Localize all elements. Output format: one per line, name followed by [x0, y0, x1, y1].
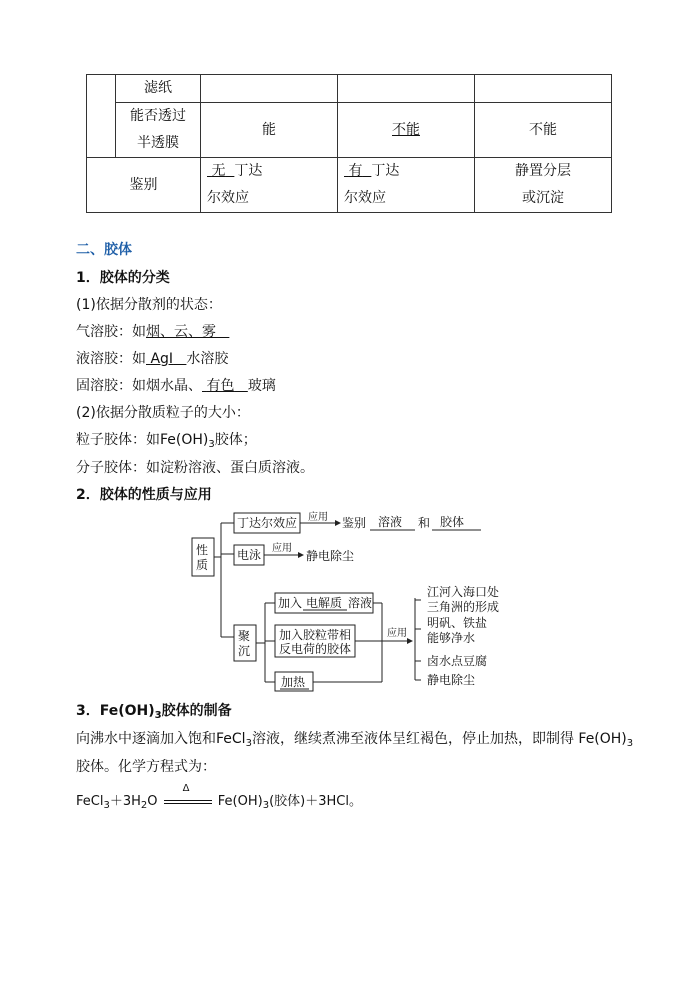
cell-text: 尔效应: [207, 190, 249, 206]
blank-text: 胶体: [440, 515, 465, 529]
fill-blank: [207, 163, 234, 179]
table-cell: [338, 75, 475, 103]
coagulation-label: 沉: [238, 644, 251, 658]
text: FeCl: [76, 794, 104, 809]
chemical-equation: [76, 782, 362, 811]
table-row: [87, 75, 612, 103]
paragraph-solidsol: [76, 375, 276, 395]
tyndall-label: 丁达尔效应: [237, 516, 298, 530]
table-cell: [87, 75, 116, 158]
table-cell: [116, 75, 201, 103]
arrow-head: [407, 638, 413, 644]
root-label: 性: [196, 543, 209, 557]
table-row: [87, 103, 612, 158]
row-label: 滤纸: [144, 80, 172, 96]
blank-text: 电解质: [306, 596, 343, 610]
text: 胶体；: [214, 432, 257, 448]
electrophoresis-label: 电泳: [237, 548, 262, 562]
blank-text: 无: [211, 163, 226, 179]
subscript: 3: [262, 800, 270, 811]
subscript: 2: [140, 800, 148, 811]
paragraph-aerosol: [76, 321, 229, 341]
root-label: 质: [196, 558, 209, 572]
table-cell: [338, 158, 475, 213]
coag-method-text: 加入: [278, 596, 303, 610]
subsection-title: 2．胶体的性质与应用: [76, 487, 212, 503]
row-label: 鉴别: [129, 176, 158, 193]
paragraph: (2)依据分散质粒子的大小：: [76, 405, 250, 421]
apply-label: 应用: [272, 543, 292, 554]
paragraph-preparation: [76, 728, 633, 748]
subscript: 3: [245, 738, 252, 749]
section-heading: 二、胶体: [76, 242, 132, 258]
subsection-title: 1．胶体的分类: [76, 270, 170, 286]
text: 固溶胶：如烟水晶、: [76, 378, 202, 394]
blank-text: 有色: [206, 378, 235, 394]
fill-blank: [146, 351, 186, 367]
blank-text: 烟、云、雾: [146, 324, 216, 340]
cell-text: 静置分层: [515, 163, 571, 179]
row-label: 能否透过: [130, 108, 186, 124]
table-cell: [338, 103, 475, 158]
blank-text: 溶液: [378, 515, 403, 529]
table-cell: [201, 75, 338, 103]
application-text: 静电除尘: [427, 673, 476, 687]
table-cell: [87, 158, 201, 213]
and-label: 和: [418, 516, 431, 530]
cell-value: 不能: [392, 121, 420, 138]
text: 3．Fe(OH): [76, 703, 155, 719]
text: 向沸水中逐滴加入饱和FeCl: [76, 731, 246, 747]
equals-line: [164, 803, 212, 804]
colloid-properties-diagram: [185, 504, 515, 694]
table-cell: [201, 158, 338, 213]
text: ＋3H: [109, 794, 141, 809]
apply-label: 应用: [308, 512, 328, 523]
subscript: 3: [103, 800, 110, 811]
coagulation-label: 聚: [238, 629, 251, 643]
table-cell: [116, 103, 201, 158]
table-cell: [475, 75, 612, 103]
arrow-head: [298, 552, 304, 558]
paragraph-liquisol: [76, 348, 228, 368]
table-cell: [475, 158, 612, 213]
application-text: 能够净水: [427, 631, 476, 645]
application-text: 江河入海口处: [427, 585, 500, 599]
fill-blank: [146, 324, 229, 340]
subscript: 3: [154, 710, 162, 721]
text: 水溶胶: [186, 351, 229, 367]
table-cell: [201, 103, 338, 158]
cell-text: 丁达: [371, 163, 400, 179]
text: 气溶胶：如: [76, 324, 146, 340]
text: 液溶胶：如: [76, 351, 146, 367]
paragraph: 胶体。化学方程式为：: [76, 759, 216, 775]
blank-text: 有: [348, 163, 363, 179]
subscript: 3: [208, 439, 215, 450]
subscript: 3: [626, 738, 634, 749]
blank-text: AgI: [150, 351, 174, 367]
text: 胶体的制备: [161, 703, 232, 719]
cell-text: 或沉淀: [522, 190, 564, 206]
equals-line: [164, 800, 212, 801]
fill-blank: [202, 378, 248, 394]
application-text: 明矾、铁盐: [427, 616, 488, 630]
apply-label: 应用: [387, 628, 407, 639]
arrow-head: [335, 520, 341, 526]
text: (胶体)＋3HCl。: [269, 794, 362, 809]
application-text: 卤水点豆腐: [427, 654, 488, 668]
cell-text: 丁达: [234, 163, 263, 179]
row-label: 半透膜: [137, 135, 179, 151]
table-cell: [475, 103, 612, 158]
coag-method-text: 反电荷的胶体: [279, 642, 352, 656]
text: 玻璃: [247, 378, 276, 394]
cell-text: 尔效应: [344, 190, 386, 206]
equation-condition: [162, 782, 214, 809]
paragraph: (1)依据分散剂的状态：: [76, 297, 222, 313]
paragraph-particle-colloid: [76, 429, 257, 449]
fill-blank: [344, 163, 371, 179]
paragraph: 分子胶体：如淀粉溶液、蛋白质溶液。: [76, 460, 314, 476]
cell-value: 能: [262, 121, 276, 138]
subsection-title-fe-oh3: [76, 700, 232, 720]
text: Fe(OH): [217, 794, 263, 809]
dust-label: 静电除尘: [306, 549, 355, 563]
table-row: [87, 158, 612, 213]
identify-label: 鉴别: [342, 516, 367, 530]
text: 溶液，继续煮沸至液体呈红褐色，停止加热，即制得 Fe(OH): [251, 731, 627, 747]
text: 粒子胶体：如Fe(OH): [76, 432, 209, 448]
blank-text: 加热: [281, 675, 306, 689]
coag-method-text: 加入胶粒带相: [279, 628, 352, 642]
heat-symbol: Δ: [182, 782, 190, 794]
text: O: [147, 794, 158, 809]
coag-method-text: 溶液: [348, 596, 373, 610]
dispersion-comparison-table: [86, 74, 612, 213]
application-text: 三角洲的形成: [427, 600, 500, 614]
cell-value: 不能: [529, 121, 557, 138]
